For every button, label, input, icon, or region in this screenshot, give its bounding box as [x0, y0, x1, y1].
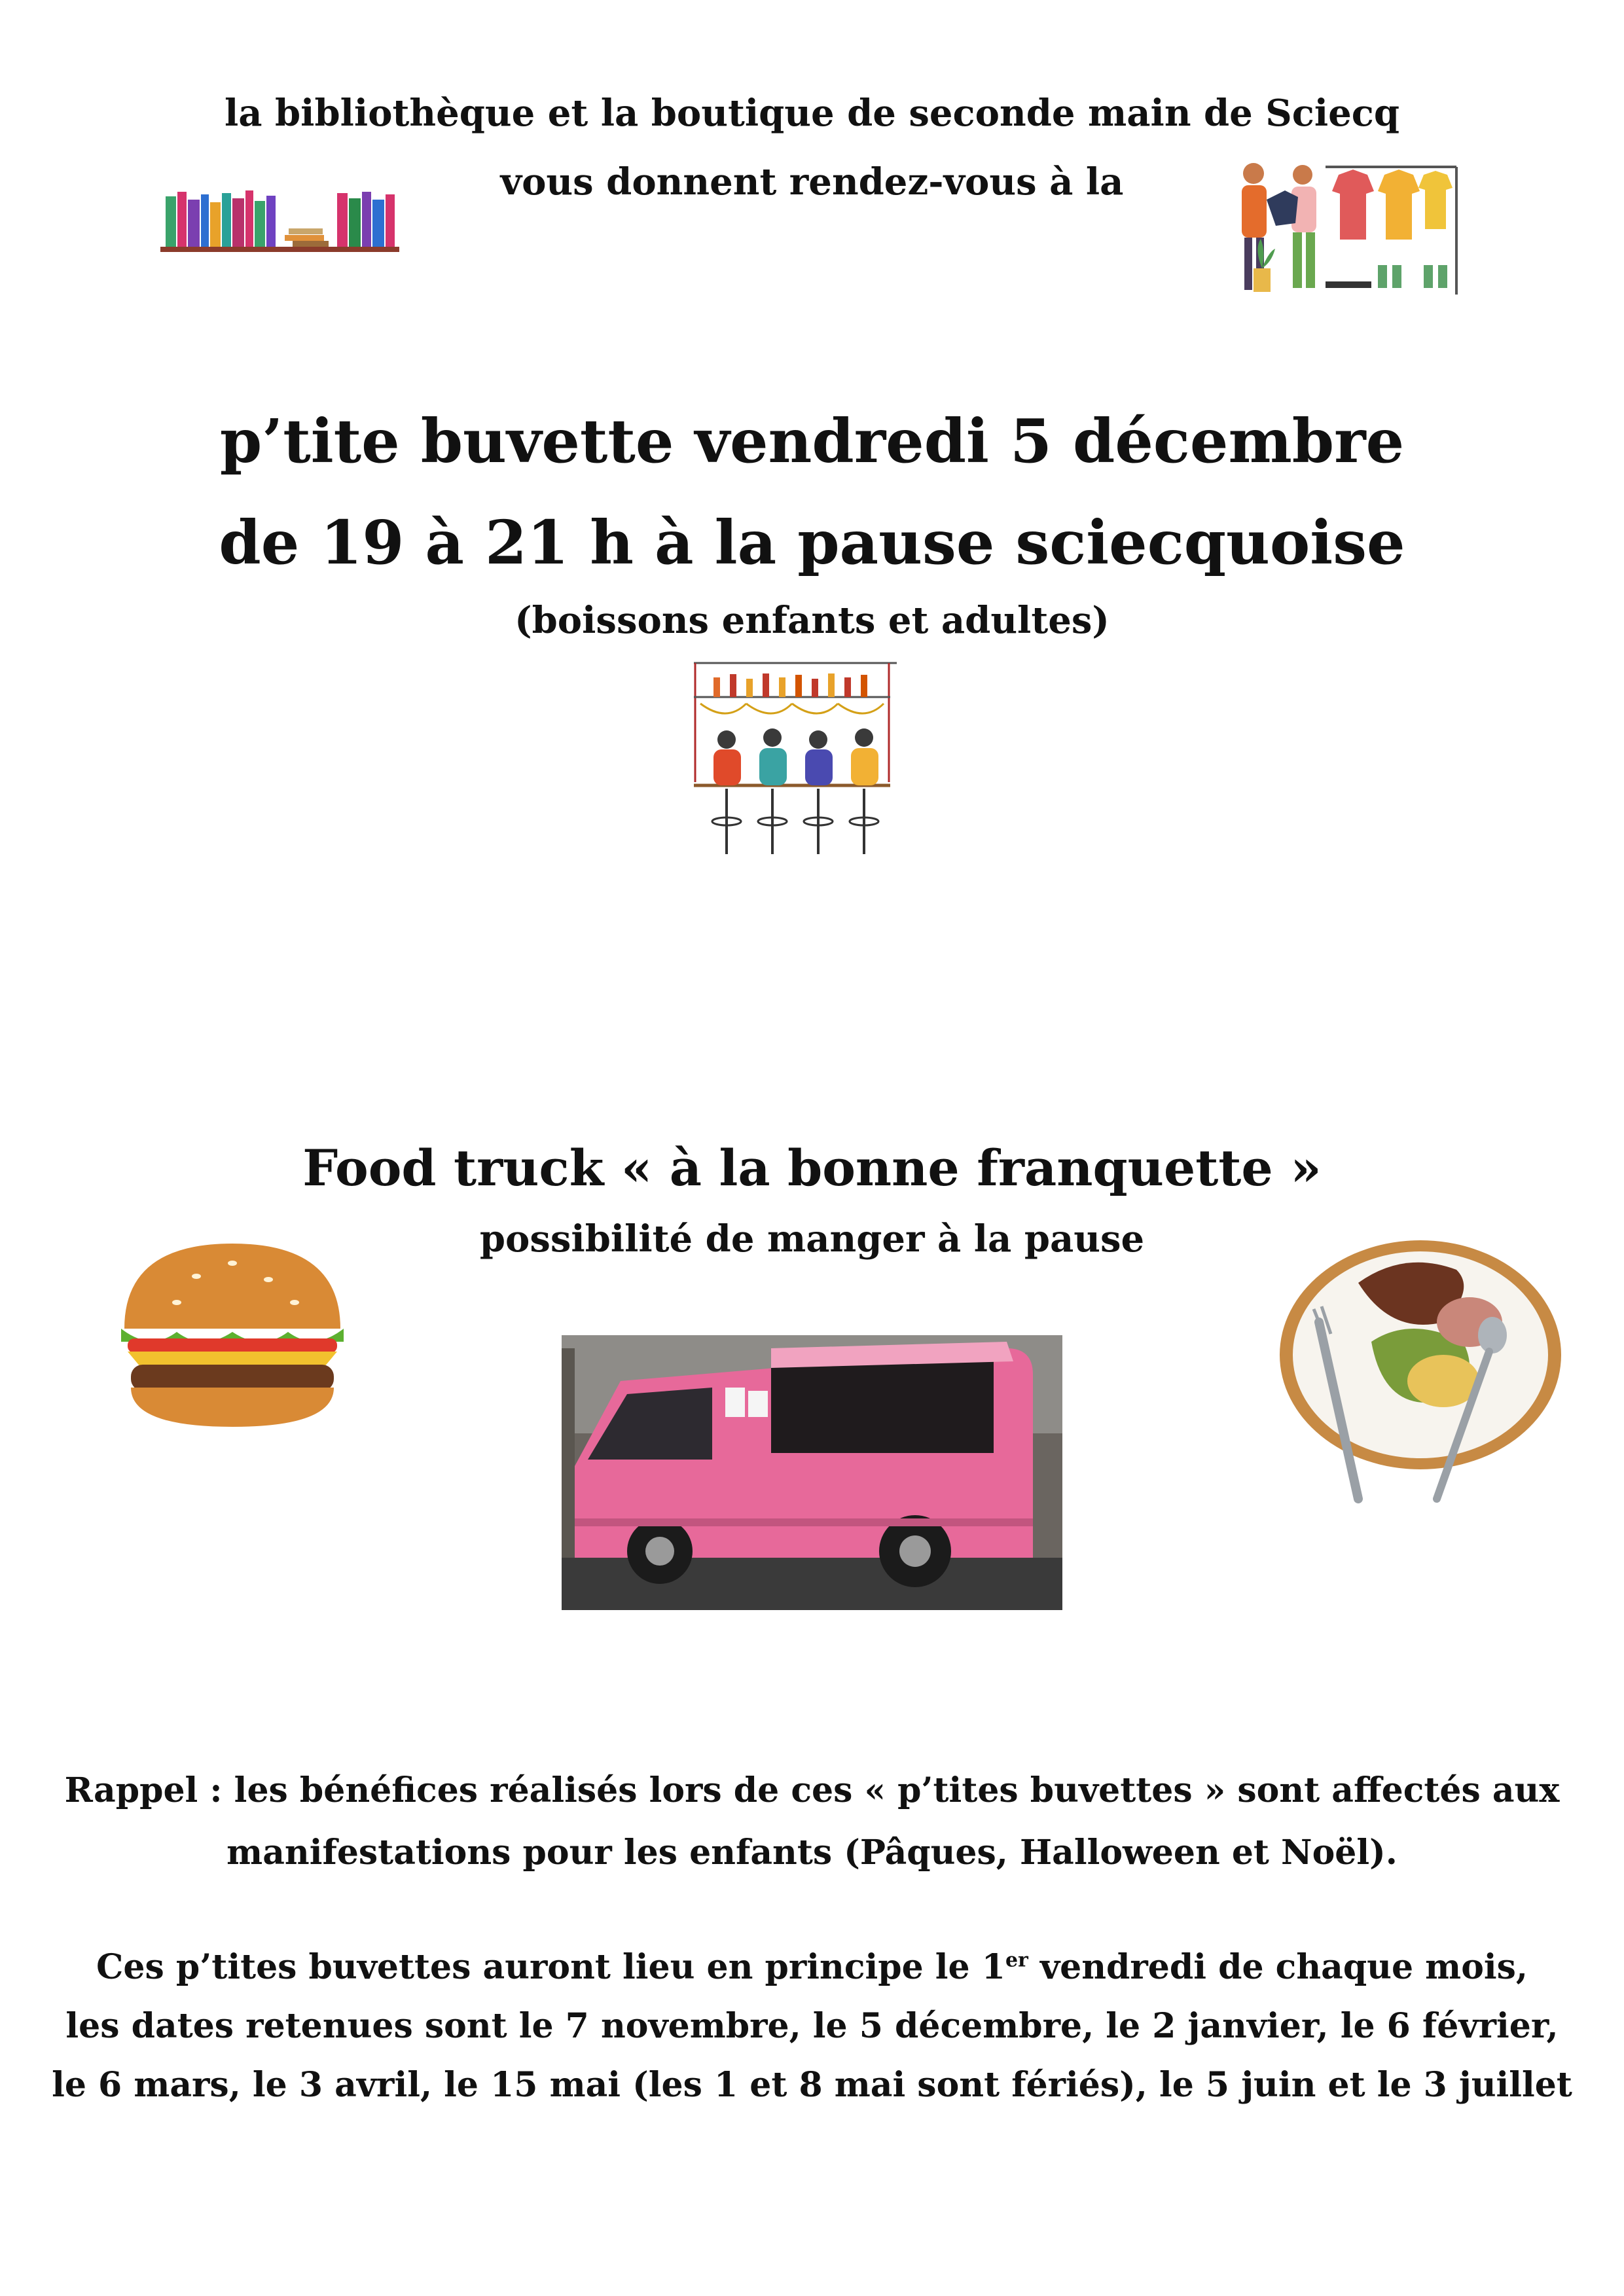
schedule-line-2: les dates retenues sont le 7 novembre, le 5 décembre, le 2 janvier, le 6 février,: [65, 2006, 1559, 2046]
food-truck-subtitle: possibilité de manger à la pause: [479, 1217, 1145, 1261]
schedule-line-3: le 6 mars, le 3 avril, le 15 mai (les 1 et 8 mai sont fériés), le 5 juin et le 3 juillet: [52, 2065, 1572, 2105]
header-line-1: la bibliothèque et la boutique de seconde main de Sciecq: [224, 92, 1400, 135]
food-truck-photo: [562, 1335, 1062, 1610]
ordinal-superscript: er: [1005, 1948, 1028, 1972]
bar-customers-icon: [681, 658, 903, 880]
second-hand-shop-icon: [1227, 160, 1463, 301]
event-subtitle: (boissons enfants et adultes): [514, 599, 1110, 642]
plate-icon: [1273, 1230, 1568, 1518]
schedule-line-1-text: Ces p’tites buvettes auront lieu en principe le 1: [96, 1947, 1005, 1987]
bookshelf-icon: [160, 187, 403, 259]
schedule-line-1-end: vendredi de chaque mois,: [1028, 1947, 1528, 1987]
event-title-line-1: p’tite buvette vendredi 5 décembre: [219, 406, 1405, 476]
food-truck-title: Food truck « à la bonne franquette »: [302, 1139, 1322, 1197]
event-title-line-2: de 19 à 21 h à la pause sciecquoise: [219, 507, 1405, 578]
burger-icon: [111, 1230, 353, 1433]
schedule-line-1: [0, 1947, 1624, 1987]
reminder-line-1: Rappel : les bénéfices réalisés lors de ces « p’tites buvettes » sont affectés aux: [64, 1770, 1560, 1810]
header-line-2: vous donnent rendez-vous à la: [500, 160, 1124, 204]
reminder-line-2: manifestations pour les enfants (Pâques, Halloween et Noël).: [226, 1833, 1398, 1873]
